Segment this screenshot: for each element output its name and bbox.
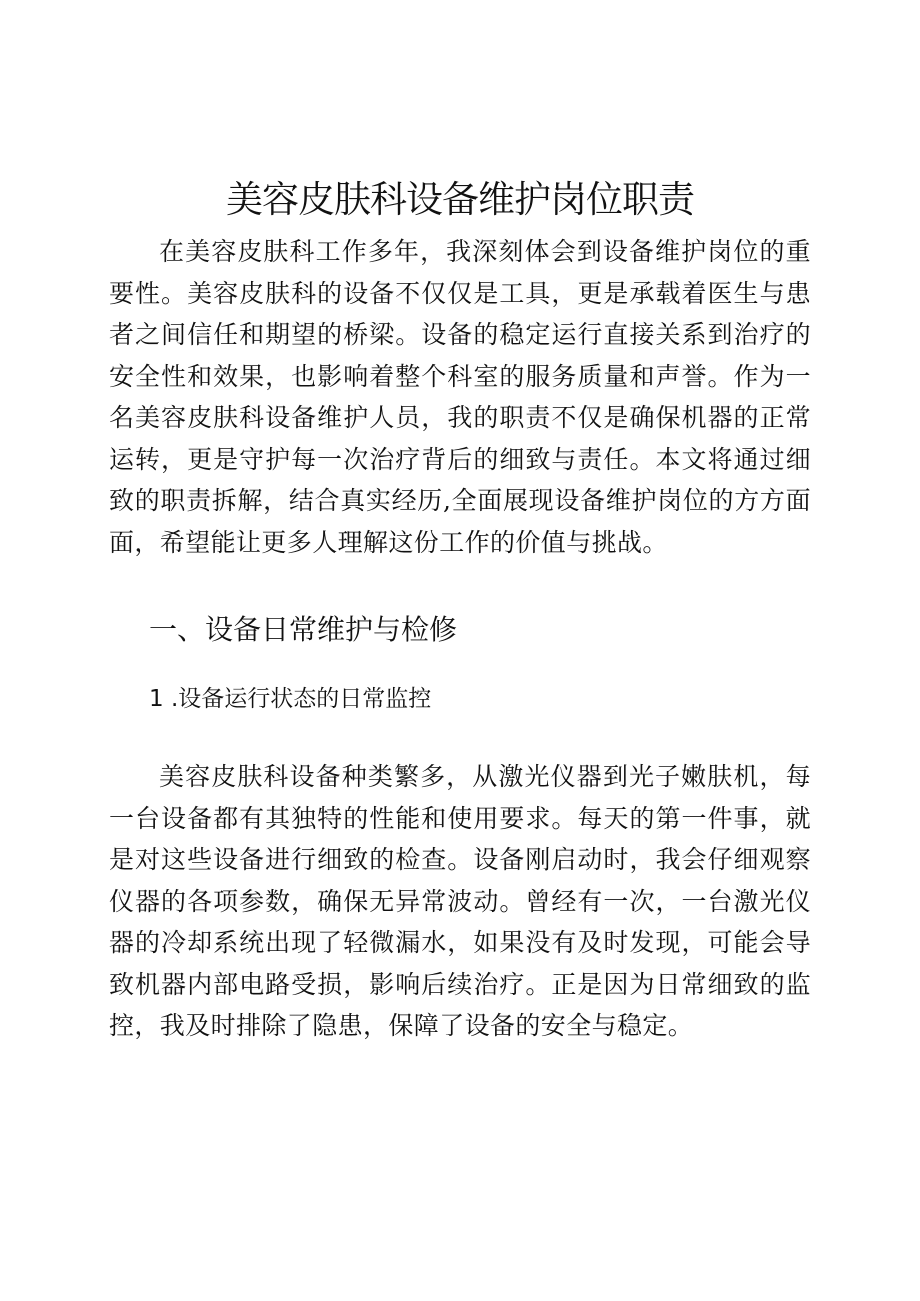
subsection-heading: 1 .设备运行状态的日常监控: [149, 686, 432, 712]
document-title: 美容皮肤科设备维护岗位职责: [226, 178, 694, 221]
subsection-body-paragraph: 美容皮肤科设备种类繁多，从激光仪器到光子嫩肤机，每一台设备都有其独特的性能和使用要求。每天的第一件事，就是对这些设备进行细致的检查。设备刚启动时，我会仔细观察仪器的各项参数，确保无异常波动。曾经有一次，一台激光仪器的冷却系统出现了轻微漏水，如果没有及时发现，可能会导致机器内部电路受损，影响后续治疗。正是因为日常细致的监控，我及时排除了隐患，保障了设备的安全与稳定。: [109, 762, 811, 1040]
section-heading: 一、设备日常维护与检修: [149, 613, 458, 646]
intro-paragraph: 在美容皮肤科工作多年，我深刻体会到设备维护岗位的重要性。美容皮肤科的设备不仅仅是工具，更是承载着医生与患者之间信任和期望的桥梁。设备的稳定运行直接关系到治疗的安全性和效果，也影响着整个科室的服务质量和声誉。作为一名美容皮肤科设备维护人员，我的职责不仅是确保机器的正常运转，更是守护每一次治疗背后的细致与责任。本文将通过细致的职责拆解，结合真实经历,全面展现设备维护岗位的方方面面，希望能让更多人理解这份工作的价值与挑战。: [109, 237, 811, 557]
